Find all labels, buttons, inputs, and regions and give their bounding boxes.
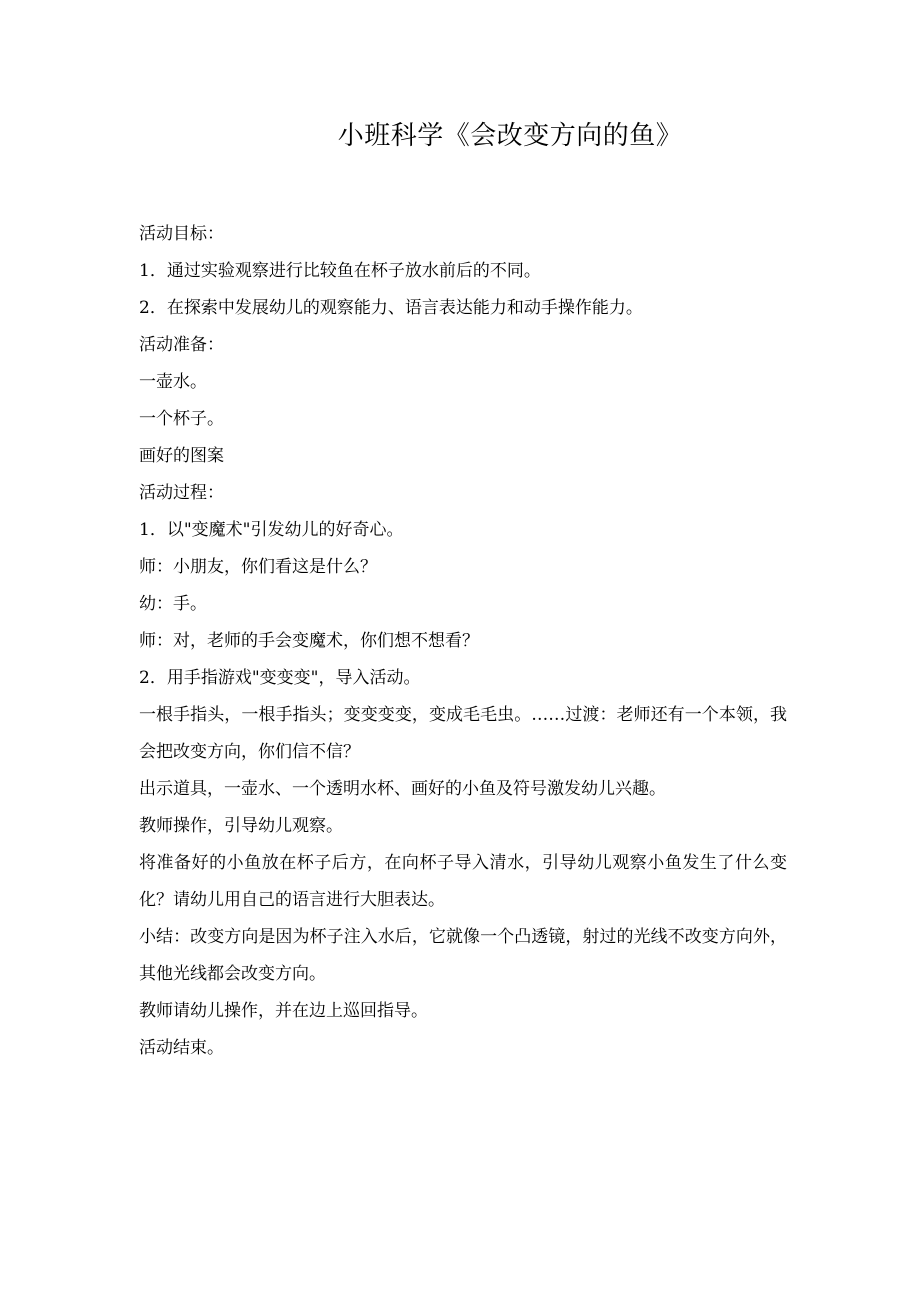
document-title: 小班科学《会改变方向的鱼》 (337, 121, 683, 151)
paragraph-goal-2: 2．在探索中发展幼儿的观察能力、语言表达能力和动手操作能力。 (139, 298, 643, 318)
paragraph-process-step-1: 1．以"变魔术"引发幼儿的好奇心。 (139, 520, 404, 540)
document-body (139, 216, 787, 1067)
paragraph-process-heading: 活动过程： (139, 483, 224, 503)
paragraph-prep-item: 一壶水。 (139, 372, 207, 392)
paragraph-goals-heading: 活动目标： (139, 224, 224, 244)
paragraph-child-operation: 教师请幼儿操作，并在边上巡回指导。 (139, 1001, 428, 1021)
paragraph-dialogue: 师：对，老师的手会变魔术，你们想不想看？ (139, 631, 479, 651)
paragraph-process-step-2: 2．用手指游戏"变变变"，导入活动。 (139, 668, 421, 688)
paragraph-dialogue: 师：小朋友，你们看这是什么？ (139, 557, 377, 577)
paragraph-experiment: 将准备好的小鱼放在杯子后方，在向杯子导入清水，引导幼儿观察小鱼发生了什么变化？请幼儿用自己的语言进行大胆表达。 (139, 853, 787, 910)
paragraph-summary: 小结：改变方向是因为杯子注入水后，它就像一个凸透镜，射过的光线不改变方向外，其他光线都会改变方向。 (139, 927, 787, 984)
paragraph-end: 活动结束。 (139, 1038, 224, 1058)
paragraph-dialogue: 幼：手。 (139, 594, 207, 614)
paragraph-goal-1: 1．通过实验观察进行比较鱼在杯子放水前后的不同。 (139, 261, 541, 281)
paragraph-teacher-demo: 教师操作，引导幼儿观察。 (139, 816, 343, 836)
paragraph-prep-item: 一个杯子。 (139, 409, 224, 429)
paragraph-finger-game: 一根手指头，一根手指头；变变变变，变成毛毛虫。……过渡：老师还有一个本领，我会把改变方向，你们信不信？ (139, 705, 787, 762)
paragraph-props: 出示道具，一壶水、一个透明水杯、画好的小鱼及符号激发幼儿兴趣。 (139, 779, 666, 799)
paragraph-prep-item: 画好的图案 (139, 446, 224, 466)
paragraph-preparation-heading: 活动准备： (139, 335, 224, 355)
